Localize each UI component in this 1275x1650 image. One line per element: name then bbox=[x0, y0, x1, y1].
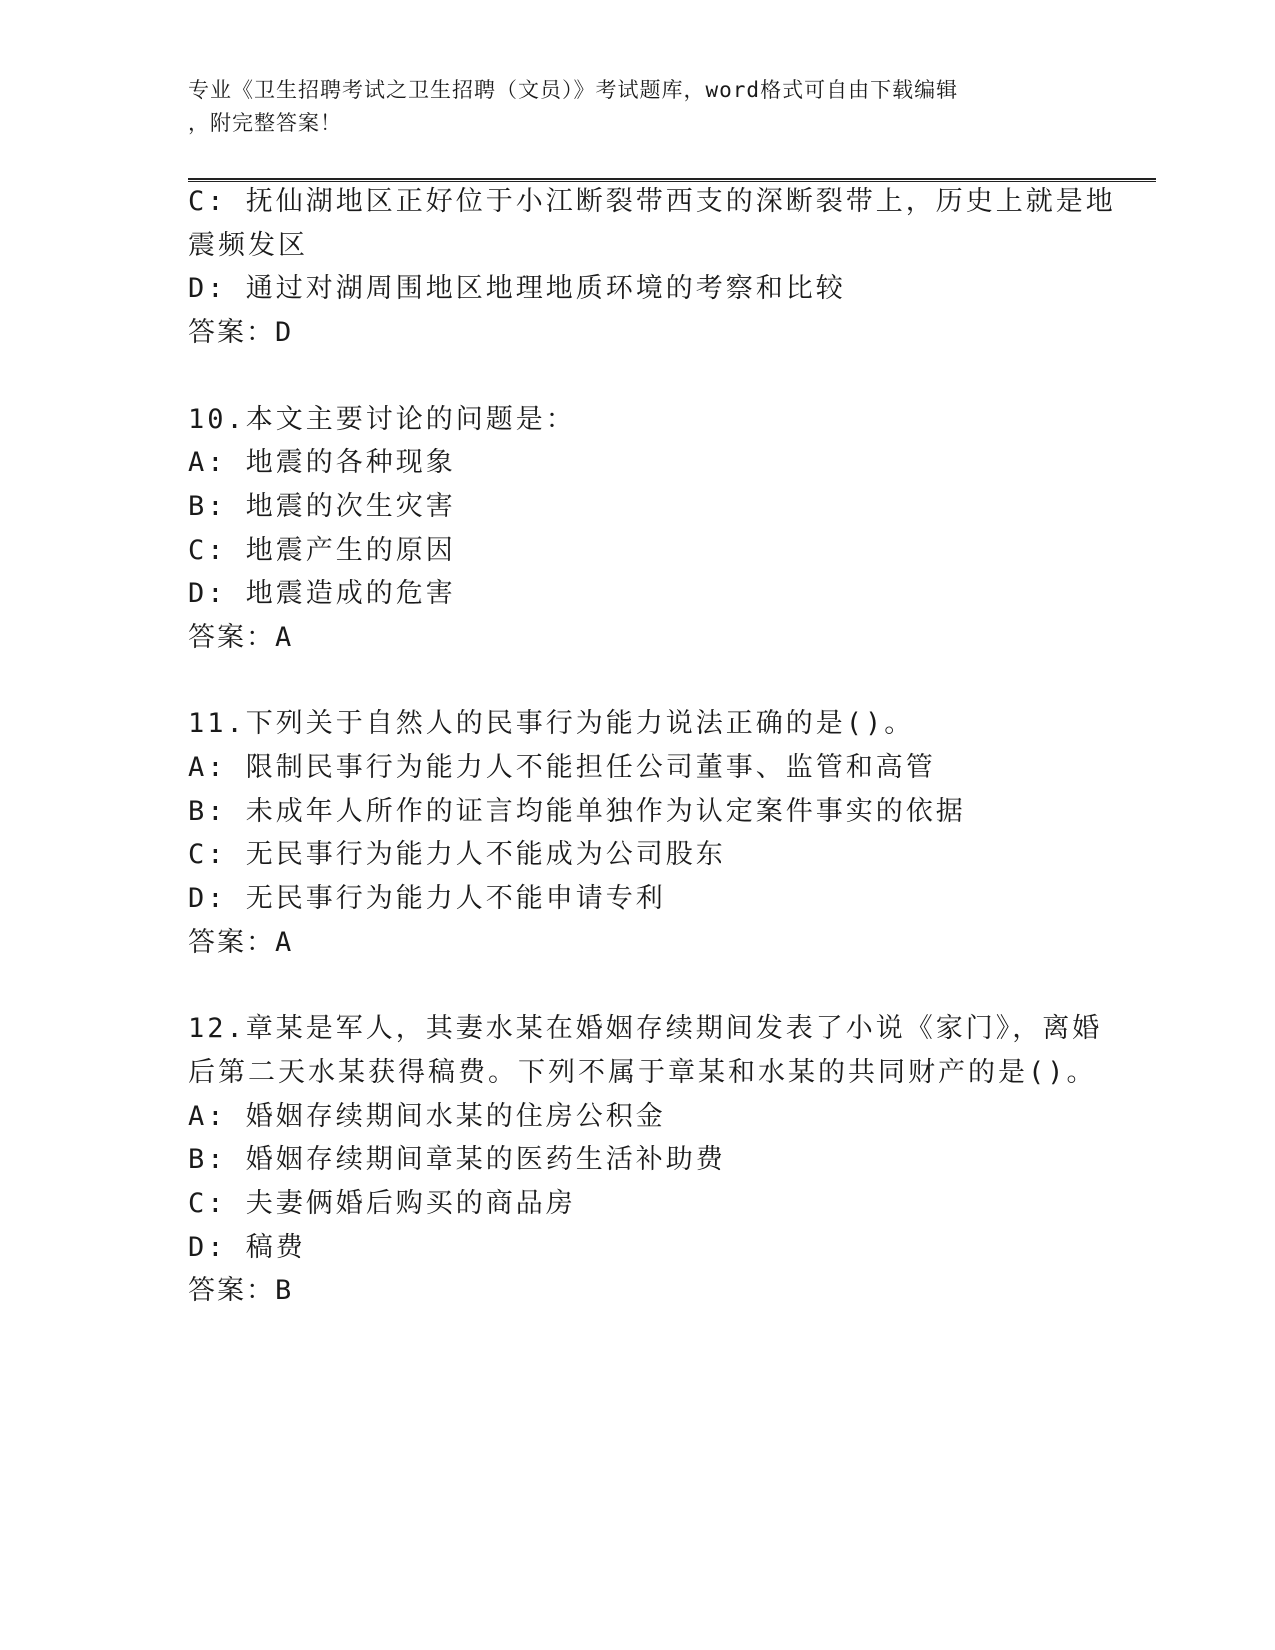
q12-option-b: B: 婚姻存续期间章某的医药生活补助费 bbox=[188, 1144, 726, 1175]
q11-answer: 答案：A bbox=[188, 927, 294, 958]
q9-option-d: D: 通过对湖周围地区地理地质环境的考察和比较 bbox=[188, 273, 846, 304]
q9-answer: 答案：D bbox=[188, 317, 294, 348]
header-note bbox=[188, 74, 1068, 140]
q11-option-a: A: 限制民事行为能力人不能担任公司董事、监管和高管 bbox=[188, 752, 936, 783]
q11-option-b: B: 未成年人所作的证言均能单独作为认定案件事实的依据 bbox=[188, 796, 966, 827]
q11-stem: 11.下列关于自然人的民事行为能力说法正确的是()。 bbox=[188, 708, 915, 739]
q12-option-d: D: 稿费 bbox=[188, 1232, 306, 1263]
q12-stem-line2: 后第二天水某获得稿费。下列不属于章某和水某的共同财产的是()。 bbox=[188, 1057, 1097, 1088]
q10-option-b: B: 地震的次生灾害 bbox=[188, 491, 456, 522]
q10-option-a: A: 地震的各种现象 bbox=[188, 447, 456, 478]
q11-option-c: C: 无民事行为能力人不能成为公司股东 bbox=[188, 839, 726, 870]
q12-answer: 答案：B bbox=[188, 1275, 294, 1306]
q9-option-c-line1: C: 抚仙湖地区正好位于小江断裂带西支的深断裂带上，历史上就是地 bbox=[188, 186, 1116, 217]
q10-stem: 10.本文主要讨论的问题是： bbox=[188, 404, 576, 435]
header-divider bbox=[188, 178, 1156, 182]
q12-option-a: A: 婚姻存续期间水某的住房公积金 bbox=[188, 1101, 666, 1132]
header-note-line1: 专业《卫生招聘考试之卫生招聘（文员）》考试题库，word格式可自由下载编辑 bbox=[188, 78, 959, 102]
q11-option-d: D: 无民事行为能力人不能申请专利 bbox=[188, 883, 666, 914]
q9-option-c-line2: 震频发区 bbox=[188, 230, 308, 261]
q10-option-d: D: 地震造成的危害 bbox=[188, 578, 456, 609]
q12-stem-line1: 12.章某是军人，其妻水某在婚姻存续期间发表了小说《家门》，离婚 bbox=[188, 1013, 1103, 1044]
q10-option-c: C: 地震产生的原因 bbox=[188, 535, 456, 566]
q12-option-c: C: 夫妻俩婚后购买的商品房 bbox=[188, 1188, 576, 1219]
q10-answer: 答案：A bbox=[188, 622, 294, 653]
header-note-line2: ，附完整答案！ bbox=[188, 111, 342, 135]
